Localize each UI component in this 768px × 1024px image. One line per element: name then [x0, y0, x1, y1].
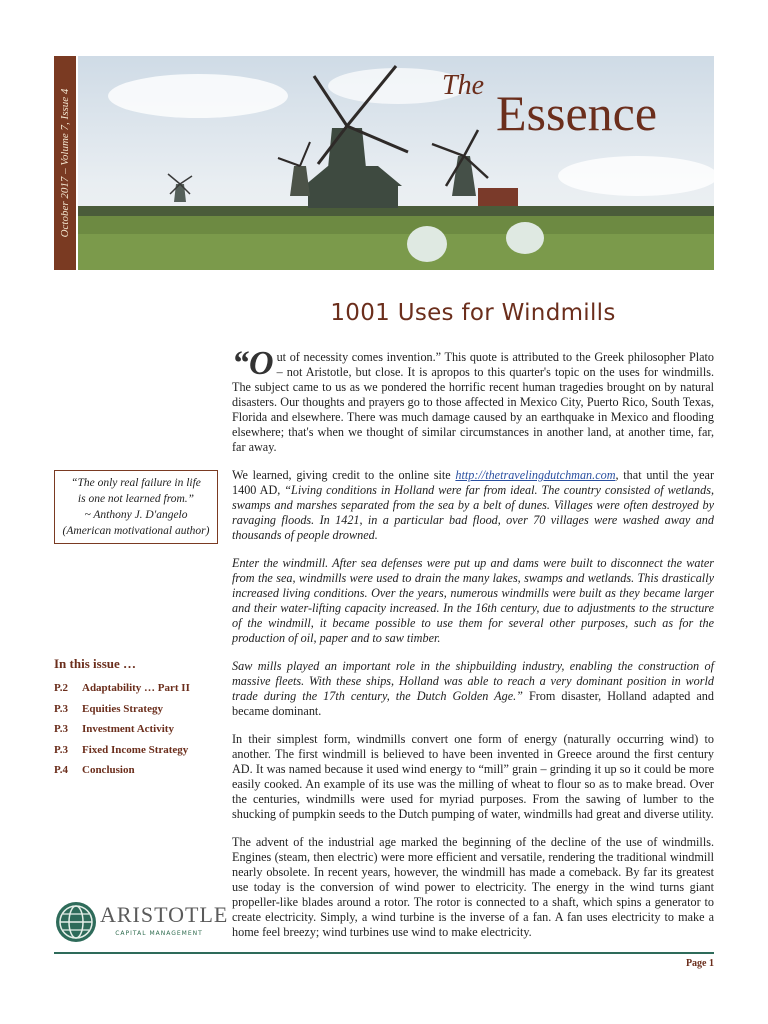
masthead-title-essence: Essence: [496, 85, 658, 141]
masthead-title-the: The: [442, 70, 484, 101]
in-this-issue: [54, 656, 224, 781]
paragraph-5: In their simplest form, windmills convert one form of energy (naturally occurring wind) to another. The first windmill is believed to have been invented in Greece around the first century AD. It was named because it used wind energy to “mill” grain – grinding it up so it could be more easily cooked. An example of its use was the milling of wheat to flour so as to make bread. Over the centuries, windmills were used for myriad purposes. From the sawing of lumber to the shucking of pumpkin seeds to the Dutch pumping of water, windmills had great and diverse utility.: [232, 732, 714, 821]
page-number: Page 1: [685, 958, 714, 969]
globe-icon: [54, 900, 98, 944]
paragraph-3: Enter the windmill. After sea defenses were put up and dams were built to disconnect the water from the sea, windmills were used to drain the many lakes, swamps and wetlands. This drastically increased living conditions. Over the years, numerous windmills were built as they became larger and their water-lifting capacity increased. In the 16th century, due to adjustments to the structure of the windmill, it became possible to use them for several other purposes, such as for the production of oil, paper and to saw timber.: [232, 556, 714, 645]
paragraph-2: We learned, giving credit to the online site http://thetravelingdutchman.com, that until the year 1400 AD, “Living conditions in Holland were far from ideal. The country consisted of wetlands, swamps and marshes separated from the sea by a belt of dunes. Villages were often destroyed by ravaging floods. In 1421, in a particular bad flood, over 70 villages were washed away and thousands of people drowned.: [232, 468, 715, 542]
paragraph-6: The advent of the industrial age marked the beginning of the decline of the use of windmills. Engines (steam, then electric) were more efficient and versatile, rendering the traditional windmill nearly obsolete. In recent years, however, the windmill has made a comeback. By far its greatest use today is the conversion of wind power to electricity. The energy in the wind turns giant propeller-like blades around a rotor. The rotor is connected to a shaft, which spins a generator to create electricity. Simply, a wind turbine is the inverse of a fan. A fan uses electricity to make a home feel breezy; wind turbines use wind to make electricity.: [232, 835, 714, 939]
issue-item[interactable]: P.2 Adaptability … Part II: [54, 682, 190, 694]
source-link[interactable]: http://thetravelingdutchman.com: [455, 468, 616, 482]
logo-subtitle: CAPITAL MANAGEMENT: [115, 930, 203, 937]
issue-item[interactable]: P.3 Investment Activity: [54, 723, 174, 735]
article-headline: 1001 Uses for Windmills: [330, 300, 616, 326]
issue-tab: [54, 56, 76, 270]
aristotle-logo: [54, 900, 229, 944]
issue-item[interactable]: P.4 Conclusion: [54, 764, 135, 776]
paragraph-1: “Out of necessity comes invention.” This quote is attributed to the Greek philosopher Plato – not Aristotle, but close. It is apropos to this quarter's topic on the uses for windmills. The subject came to us as we pondered the horrific recent human tragedies brought on by natural disasters. Our thoughts and prayers go to those affected in Mexico City, Puerto Rico, South Texas, Florida and elsewhere. There was much damage caused by an earthquake in Mexico and flooding elsewhere; that's when we thought of similar circumstances in another land, at another time, far, far away.: [232, 345, 714, 454]
pull-quote: “The only real failure in life is one not learned from.” ~ Anthony J. D'angelo (American motivational author): [54, 470, 218, 544]
issue-line: October 2017 – Volume 7, Issue 4: [59, 88, 71, 238]
article-body: [232, 345, 715, 953]
logo-name: ARISTOTLE: [100, 902, 229, 927]
issue-item[interactable]: P.3 Fixed Income Strategy: [54, 743, 189, 756]
issue-item[interactable]: P.3 Equities Strategy: [54, 702, 163, 715]
in-this-issue-heading: In this issue …: [54, 656, 136, 671]
paragraph-4: Saw mills played an important role in the shipbuilding industry, enabling the construction of massive fleets. With these ships, Holland was able to reach a very dominant position in world trade during the 17th century, the Dutch Golden Age.” From disaster, Holland adapted and became dominant.: [232, 659, 714, 718]
footer-rule: [54, 952, 714, 954]
drop-cap: “O: [232, 345, 274, 382]
